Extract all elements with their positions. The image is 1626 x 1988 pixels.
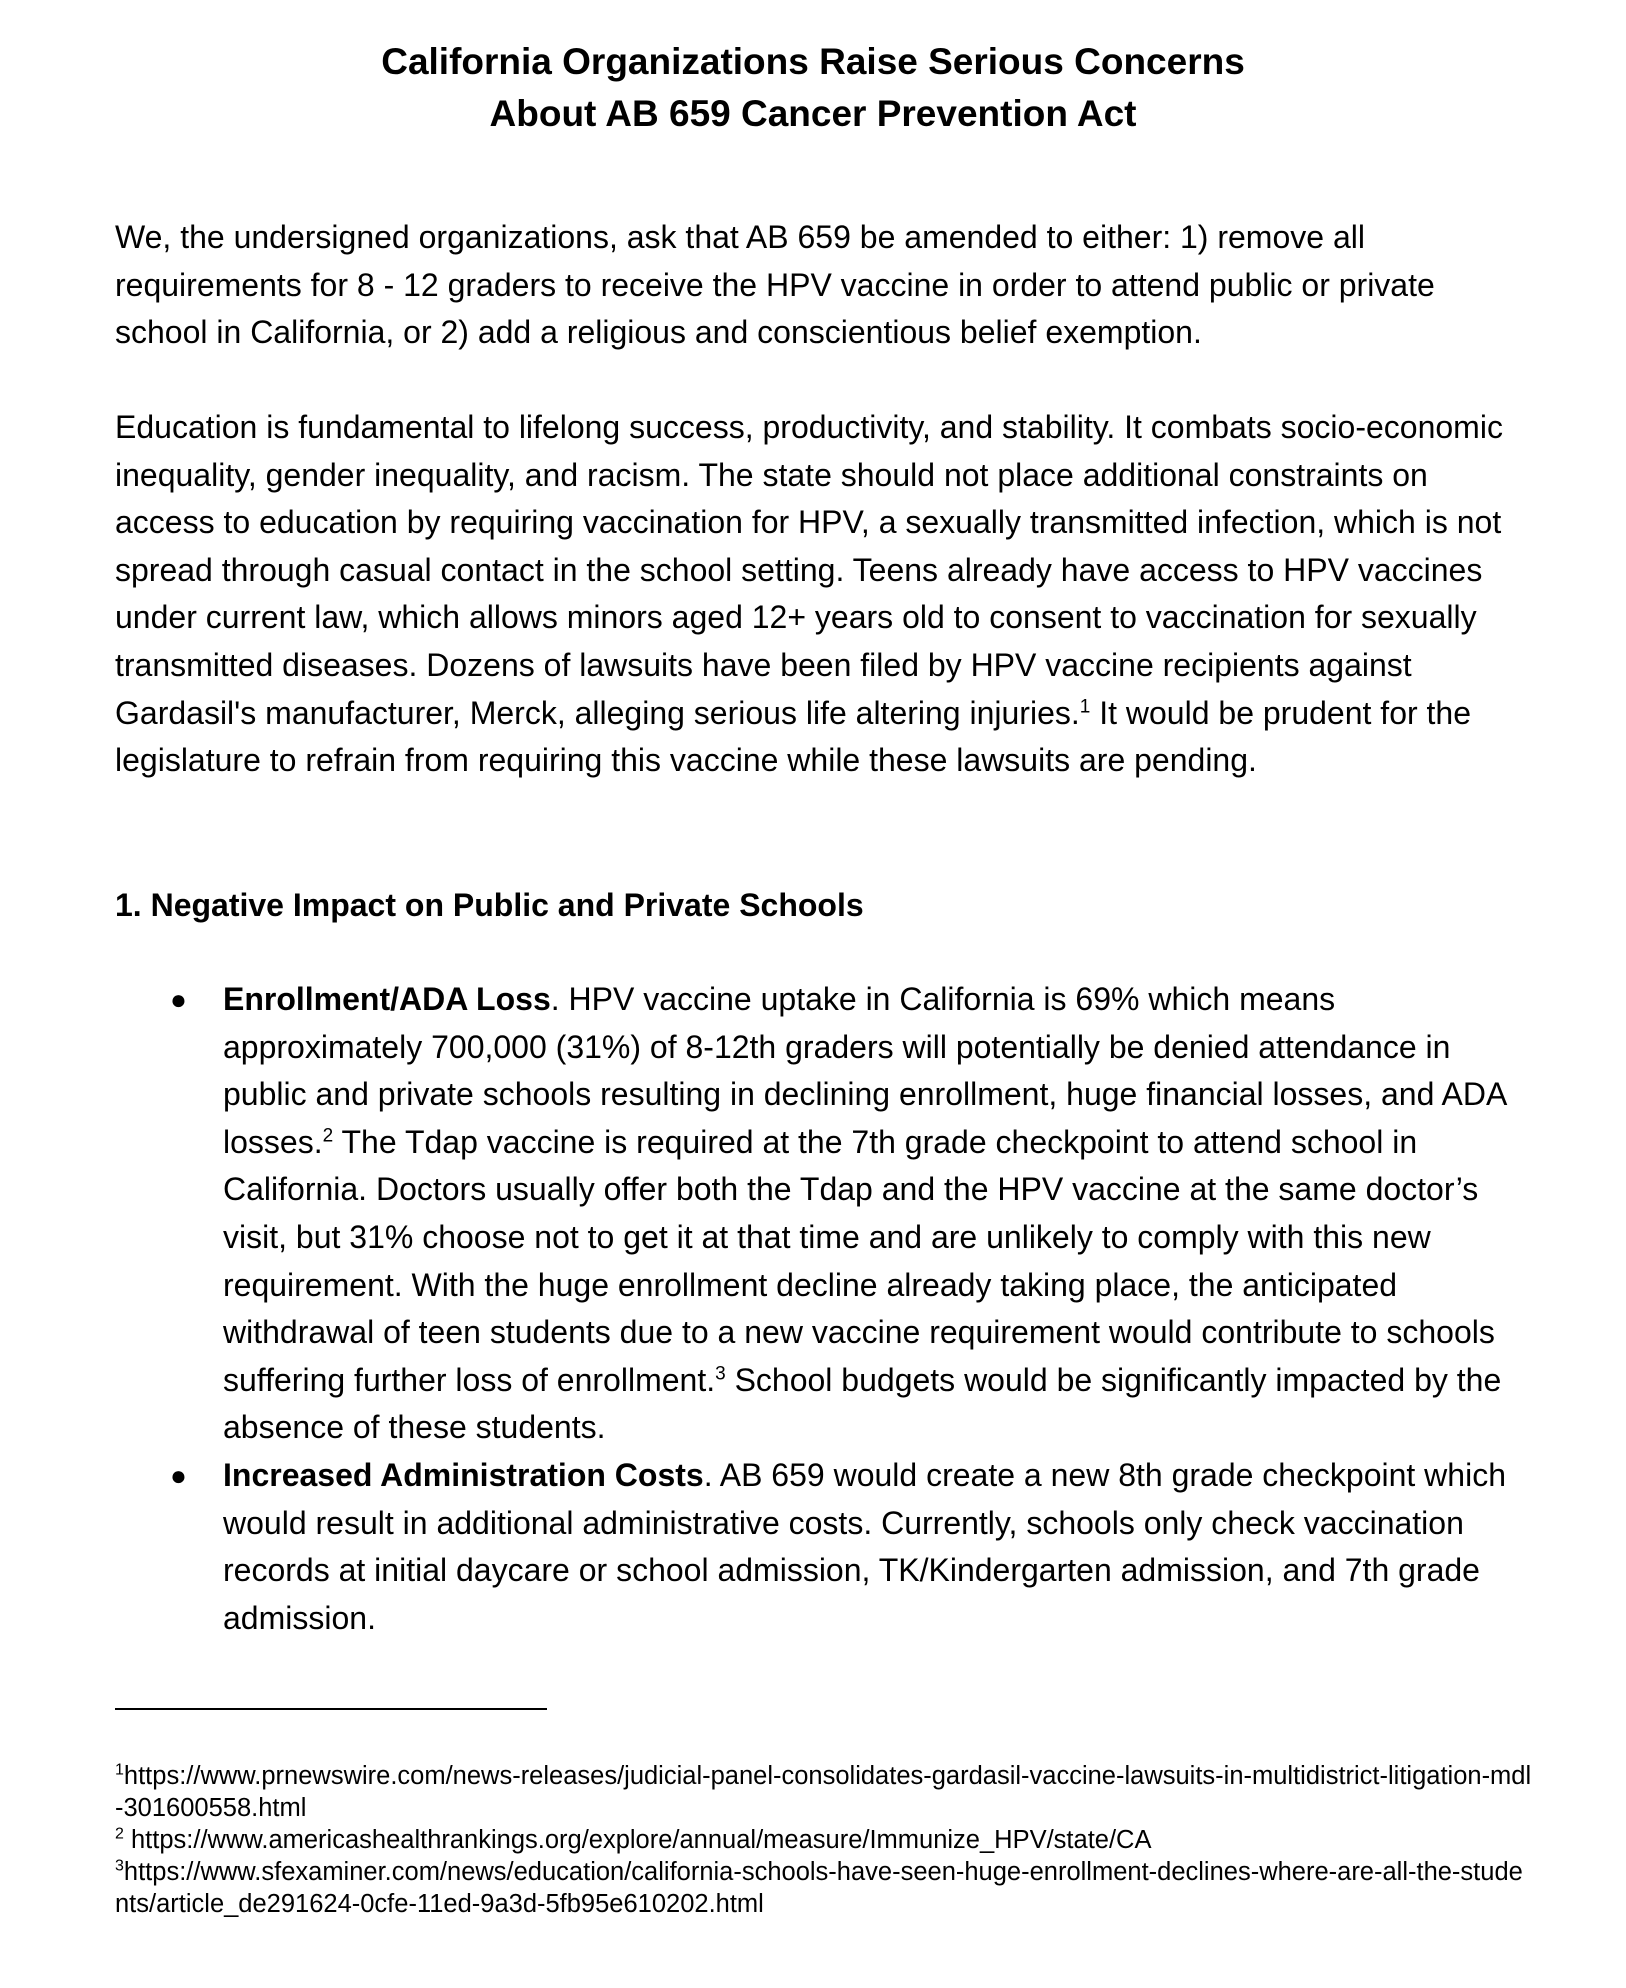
bullet-text: . HPV vaccine uptake in California is 69% which means approximately 700,000 (31%) of 8-12th graders will potentially be denied attendance in public and private schools resulting in declining enrollment, huge financial losses, and ADA losses.	[223, 981, 1506, 1160]
title-line-2: About AB 659 Cancer Prevention Act	[489, 93, 1137, 134]
footnote-link[interactable]: https://www.prnewswire.com/news-releases/judicial-panel-consolidates-gardasil-vaccine-lawsuits-in-multidistrict-litigation-mdl-301600558.html	[115, 1762, 1532, 1822]
bullet-text: . AB 659 would create a new 8th grade checkpoint which would result in additional administrative costs. Currently, schools only check vaccination records at initial daycare or school admission, TK/Kindergarten admission, and 7th grade admission.	[223, 1456, 1506, 1636]
education-paragraph-text: Education is fundamental to lifelong success, productivity, and stability. It combats socio-economic inequality, gender inequality, and racism. The state should not place additional constraints on access to education by requiring vaccination for HPV, a sexually transmitted infection, which is not spread through casual contact in the school setting. Teens already have access to HPV vaccines under current law, which allows minors aged 12+ years old to consent to vaccination for sexually transmitted diseases. Dozens of lawsuits have been filed by HPV vaccine recipients against Gardasil's manufacturer, Merck, alleging serious life altering injuries.	[115, 409, 1503, 731]
section-bullet-list	[115, 976, 1535, 1642]
bullet-text-end: School budgets would be significantly impacted by the absence of these students.	[223, 1361, 1502, 1446]
footnote-ref-3[interactable]: 3	[715, 1363, 726, 1385]
bullet-marker: ●	[170, 1459, 187, 1491]
footnote-ref-2[interactable]: 2	[322, 1125, 334, 1147]
footnote-ref-1[interactable]: 1	[1079, 695, 1091, 717]
footnote-link[interactable]: https://www.sfexaminer.com/news/education/california-schools-have-seen-huge-enrollment-declines-where-are-all-the-students/article_de291624-0cfe-11ed-9a3d-5fb95e610202.html	[115, 1858, 1523, 1918]
footnote-3	[115, 1856, 1535, 1920]
title-line-1: California Organizations Raise Serious Concerns	[381, 41, 1245, 82]
bullet-marker: ●	[170, 984, 187, 1015]
bullet-enrollment-loss	[115, 976, 1535, 1452]
footnote-number: 1	[115, 1761, 124, 1779]
bullet-title: Enrollment/ADA Loss	[223, 981, 551, 1017]
bullet-text-cont: The Tdap vaccine is required at the 7th grade checkpoint to attend school in California. Doctors usually offer both the Tdap and the HPV vaccine at the same doctor’s visit, but 31% choose not to get it at that time and are unlikely to comply with this new requirement. With the huge enrollment decline already taking place, the anticipated withdrawal of teen students due to a new vaccine requirement would contribute to schools suffering further loss of enrollment.	[223, 1123, 1495, 1398]
intro-paragraph: We, the undersigned organizations, ask that AB 659 be amended to either: 1) remove all requirements for 8 - 12 graders to receive the HPV vaccine in order to attend public or private school in California, or 2) add a religious and conscientious belief exemption.	[115, 219, 1435, 351]
document-title	[0, 36, 1626, 140]
footnotes	[115, 1760, 1535, 1920]
footnote-link[interactable]: https://www.americashealthrankings.org/explore/annual/measure/Immunize_HPV/state/CA	[123, 1826, 1152, 1854]
footnote-2	[115, 1824, 1535, 1856]
bullet-administration-costs	[115, 1452, 1535, 1642]
education-paragraph-text-cont: It would be prudent for the legislature to refrain from requiring this vaccine while these lawsuits are pending.	[115, 694, 1472, 779]
bullet-title: Increased Administration Costs	[223, 1456, 704, 1493]
footnote-number: 3	[115, 1857, 124, 1875]
section-heading: 1. Negative Impact on Public and Private Schools	[115, 887, 864, 923]
education-paragraph	[115, 404, 1525, 785]
footnote-number: 2	[115, 1825, 124, 1843]
footnote-1	[115, 1760, 1535, 1824]
footnote-separator	[115, 1708, 547, 1710]
